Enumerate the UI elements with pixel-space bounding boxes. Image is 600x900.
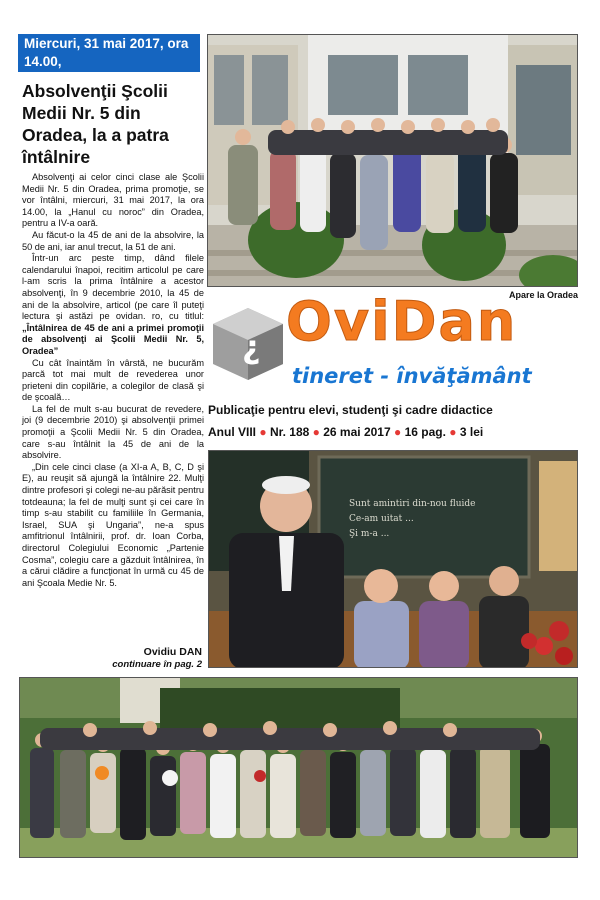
photo-group-building [207, 34, 578, 287]
separator-dot-icon: ● [259, 425, 267, 439]
article-paragraph: Absolvenţi ai celor cinci clase ale Şcolii Medii Nr. 5 din Oradea, prima promoţie, se vor întâlni, miercuri, 31 mai 2017, la ora 14.00, la „Hanul cu noroc” din Oradea, pentru a IV-a oară. [22, 172, 204, 229]
continue-note: continuare în pag. 2 [112, 659, 202, 670]
blackboard-text: Sunt amintiri din-nou fluide [349, 499, 476, 509]
separator-dot-icon: ● [449, 425, 457, 439]
issue-pages: 16 pag. [404, 425, 446, 439]
separator-dot-icon: ● [312, 425, 320, 439]
issue-year: Anul VIII [208, 425, 256, 439]
article-paragraph: Au făcut-o la 45 de ani de la absolvire, la 50 de ani, iar anul trecut, la 51 de ani. [22, 229, 204, 252]
svg-text:¿: ¿ [242, 328, 261, 366]
published-in-label: Apare la Oradea [508, 290, 578, 300]
article-title-reference: „Întâlnirea de 45 de ani a primei promoţii de absolvenţi ai Şcolii Medii Nr. 5, Oradea” [22, 322, 204, 356]
article-paragraph: „Din cele cinci clase (a XI-a A, B, C, D şi E), au reuşit să ajungă la întâlnire 22. Mulţi dintre profesori şi colegi ne-au părăsit pentru totdeauna; la fel de mulţi sunt şi cei care în timp s-au stabilit cu familiile în Germania, Israel, SUA şi Ungaria”, ne-a spus amfitrionul întâlnirii, prof. dr. Ioan Corba, directorul Colegiului Economic „Partenie Cosma”, colegiu care a găzduit întâlnirea, în a cărui clădire a funcţionat în urmă cu 45 de ani Şcoala Medie Nr. 5. [22, 461, 204, 588]
svg-text:Şi m-a ...: Şi m-a ... [349, 529, 390, 539]
logo-name: OviDan [286, 290, 518, 353]
separator-dot-icon: ● [393, 425, 402, 439]
logo-cube-icon [209, 304, 287, 382]
issue-date: 26 mai 2017 [323, 425, 391, 439]
article-text: Într-un arc peste timp, dând filele calendarului înapoi, recitim articolul pe care l-am scris la prima întâlnire a acestor absolvenţi, în 9 decembrie 2010, la 45 de ani de la absolvire, articol (pe care îl puteţi lectura şi astăzi pe ovidan. ro, cu titlul: [22, 253, 204, 322]
logo-tagline: tineret - învăţământ [292, 364, 532, 388]
author-name: Ovidiu DAN [143, 646, 202, 658]
photo-group-garden-image [20, 678, 578, 858]
date-banner: Miercuri, 31 mai 2017, ora 14.00, [18, 34, 200, 72]
photo-speaker-blackboard [208, 450, 578, 668]
issue-price: 3 lei [459, 425, 484, 439]
article-paragraph [22, 253, 204, 357]
headline: Absolvenţii Şcolii Medii Nr. 5 din Oradea, la a patra întâlnire [22, 81, 169, 167]
issue-number: Nr. 188 [269, 425, 310, 439]
article-paragraph: La fel de mult s-au bucurat de revedere, joi (9 decembrie 2010) şi absolvenţii primei promoţii a Şcolii Medii Nr. 5 din Oradea, care s-au întâlnit la 45 de ani de la absolvire. [22, 403, 204, 461]
photo-speaker-blackboard-image [209, 451, 578, 668]
photo-group-garden [19, 677, 578, 858]
publication-description: Publicaţie pentru elevi, studenţi şi cadre didactice [208, 403, 493, 417]
issue-info [208, 425, 588, 439]
article-paragraph: Cu cât înaintăm în vârstă, ne bucurăm parcă tot mai mult de revederea unor prieteni din copilărie, a colegilor de clasă şi de şcoală… [22, 357, 204, 403]
svg-text:Ce-am uitat ...: Ce-am uitat ... [349, 514, 414, 524]
photo-group-building-image [208, 35, 578, 287]
article-body [22, 172, 204, 589]
